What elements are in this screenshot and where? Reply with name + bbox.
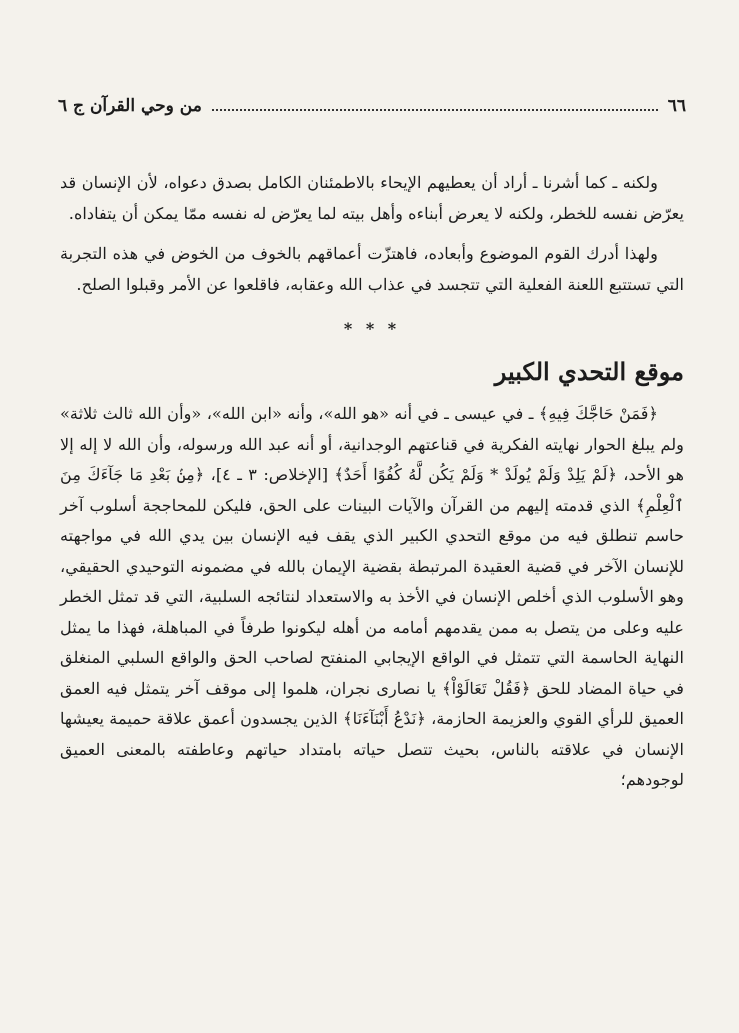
running-header	[58, 96, 686, 116]
section-paragraph: ﴿فَمَنْ حَاجَّكَ فِيهِ﴾ ـ في عيسى ـ في أنه «هو الله»، وأنه «ابن الله»، «وأن الله ثالث ثلاثة» ولم يبلغ الحوار نهايته الفكرية في قناعتهم الوجدانية، أو أنه عبد الله ورسوله، وأن الله لا إله إلا هو الأحد، ﴿لَمْ يَلِدْ وَلَمْ يُولَدْ * وَلَمْ يَكُن لَّهُ كُفُوًا أَحَدٌ﴾ [الإخلاص: ٣ ـ ٤]، ﴿مِنۢ بَعْدِ مَا جَآءَكَ مِنَ ٱلْعِلْمِ﴾ الذي قدمته إليهم من القرآن والآيات البينات على الحق، فليكن للمحاججة أسلوب آخر حاسم تنطلق فيه من موقع التحدي الكبير الذي يقف فيه الإنسان بين يدي الله في مواجهته للإنسان الآخر في قضية العقيدة المرتبطة بقضية الإيمان بالله في مضمونه التوحيدي الحقيقي، وهو الأسلوب الذي أخلص الإنسان في الأخذ به والاستعداد لنتائجه السلبية، التي قد تمثل الخطر عليه وعلى من يتصل به ممن يقدمهم أمامه من أهله ليكونوا طرفاً في المباهلة، فهذا ما يمثل النهاية الحاسمة التي تتمثل في الواقع الإيجابي المنفتح لصاحب الحق والواقع السلبي المنغلق في حياة المضاد للحق ﴿فَقُلْ تَعَالَوْاْ﴾ يا نصارى نجران، هلموا إلى موقف آخر يتمثل فيه العمق العميق للرأي القوي والعزيمة الحازمة، ﴿نَدْعُ أَبْنَآءَنَا﴾ الذين يجسدون أعمق علاقة حميمة يعيشها الإنسان في علاقته بالناس، بحيث تتصل حياته بامتداد حياتهم وعاطفته بالمعنى العميق لوجودهم؛	[60, 404, 684, 789]
book-title: من وحي القرآن ج ٦	[58, 96, 202, 116]
header-dot-leader	[212, 109, 658, 111]
section-heading: موقع التحدي الكبير	[494, 356, 684, 386]
paragraph: ولكنه ـ كما أشرنا ـ أراد أن يعطيهم الإيحاء بالاطمئنان الكامل بصدق دعواه، لأن الإنسان قد يعرّض نفسه للخطر، ولكنه لا يعرض أبناءه وأهل بيته لما يعرّض له نفسه ممّا يمكن أن يتفاداه.	[60, 173, 684, 223]
paragraph: ولهذا أدرك القوم الموضوع وأبعاده، فاهتزّت أعماقهم بالخوف من الخوض في هذه التجربة التي تستتبع اللعنة الفعلية التي تتجسد في عذاب الله وعقابه، فاقلعوا عن الأمر وقبلوا الصلح.	[60, 244, 684, 294]
section-separator: * * *	[343, 319, 401, 338]
page-number: ٦٦	[667, 96, 686, 116]
page-body	[60, 168, 684, 796]
